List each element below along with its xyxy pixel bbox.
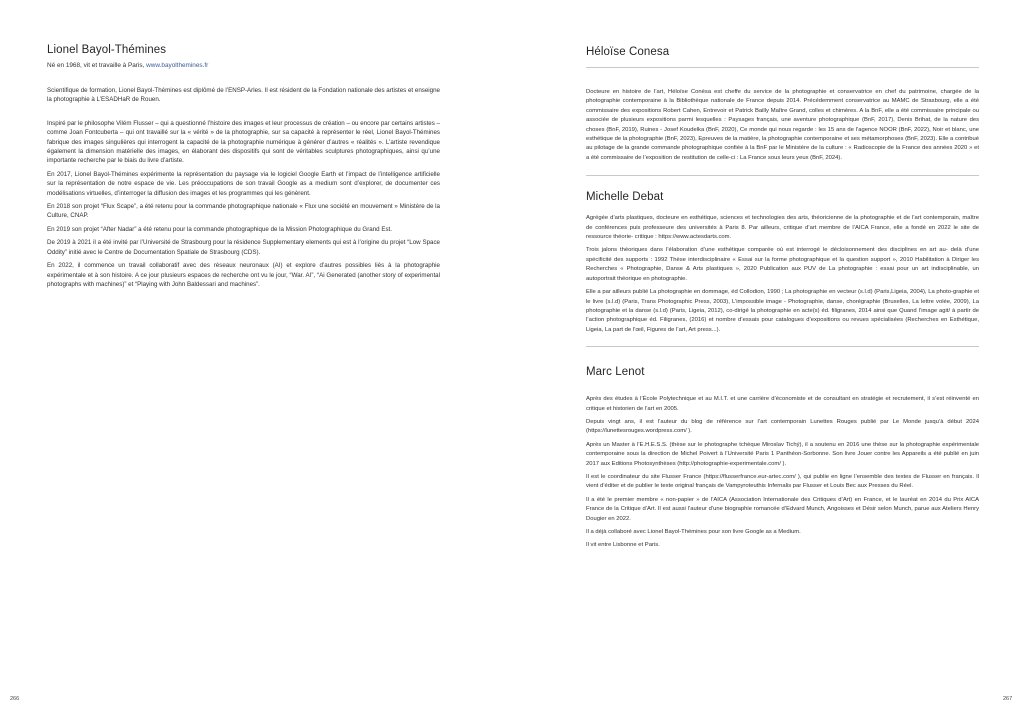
lenot-paragraph: Après des études à l’École Polytechnique et au M.I.T. et une carrière d’économiste et de consultant en stratégie et recrutement, il s’est réinventé en critique et historien de l’art en 2005.	[586, 396, 979, 412]
section-name-lenot: Marc Lenot	[586, 366, 645, 379]
bio-paragraph: En 2017, Lionel Bayol-Thémines expérimente la représentation du paysage via le logiciel Google Earth et l’impact de l’intelligence artificielle sur la représentation de notre espace de vie. Les préoccupations de son travail Google as a medium sont d’explorer, de documenter ces modélisations virtuelles, d’interroger la diffusion des images et les programmes qui les génèrent.	[47, 170, 440, 197]
debat-paragraph: Agrégée d’arts plastiques, docteure en esthétique, sciences et technologies des arts, théoricienne de la photographie et de l’art contemporain, maître de conférences puis professeure des universités à Paris 8. Par ailleurs, critique d’art membre de l’AICA France, elle a fondé en 2022 le site de ressource théorie- critique : https://www.actesdarts.com.	[586, 215, 979, 241]
bio-paragraph: En 2018 son projet “Flux Scape”, a été retenu pour la commande photographique nationale « Flux une société en mouvement » Ministère de la Culture, CNAP.	[47, 203, 440, 220]
bio-paragraph: De 2019 à 2021 il a été invité par l’Université de Strasbourg pour la résidence Supplementary elements qui est à l’origine du projet “Low Space Oddity” initié avec le Centre de Documentation Spatiale de Strasbourg (CDS).	[47, 239, 440, 256]
conesa-paragraph: Docteure en histoire de l’art, Héloïse Conésa est cheffe du service de la photographie et conservatrice en chef du patrimoine, chargée de la photographie contemporaine à la Bibliothèque nationale de France depuis 2014. Précédemment conservatrice au MAMC de Strasbourg, elle a été commissaire des expositions Robert Cahen, Entrevoir et Patrick Bailly Maître Grand, colles et chimères. A la BnF, elle a été commissaire principale ou associée de plusieurs expositions parmi lesquelles : Paysages français, une aventure photographique (BnF, 2017), Denis Brihat, de la nature des choses (BnF, 2019), Ruines - Josef Koudelka (BnF, 2020), Ce monde qui nous regarde : les 15 ans de l’agence NOOR (BnF, 2022), Noir et blanc, une esthétique de la photographie (BnF, 2023), Epreuves de la matière, la photographie contemporaine et ses métamorphoses (BnF, 2023). Elle a contribué au pilotage de la grande commande photographique confiée à la BnF par le Ministère de la culture : « Radioscopie de la France des années 2020 » et a été commissaire de l’exposition de restitution de celle-ci : La France sous leurs yeux (BnF, 2024).	[586, 89, 979, 161]
debat-paragraph: Trois jalons théoriques dans l’élaboration d’une esthétique comparée où est interrogé le décloisonnement des disciplines en art au- delà d’une spécificité des supports : 1992 Thèse interdisciplinaire « Essai sur la forme photographique et la question support », 2010 Habilitation à Diriger les Recherches « Photographie, Danse & Arts plastiques », 2020 Publication aux PUV de La photographie : essai pour un art indisciplinable, un autoportrait théorique en photographie.	[586, 247, 979, 282]
bio-paragraph: Scientifique de formation, Lionel Bayol-Thémines est diplômé de l’ENSP-Arles. Il est résident de la Fondation nationale des artistes et enseigne la photographie à L’ESADHaR de Rouen.	[47, 87, 440, 104]
artist-birth-line	[47, 62, 440, 69]
bio-paragraph: En 2022, il commence un travail collaboratif avec des réseaux neuronaux (AI) et explore d’autres possibles liés à la photographie expérimentale et à son histoire. A ce jour plusieurs espaces de recherche ont vu le jour, “War. AI”, “Ai Generated (another story of experimental photographs with machines)” et “Playing with John Baldessari and machines”.	[47, 262, 440, 288]
lenot-paragraph: Depuis vingt ans, il est l’auteur du blog de référence sur l’art contemporain Lunettes Rouges publié par Le Monde jusqu’à début 2024 (https://lunettesrouges.wordpress.com/ ).	[586, 418, 979, 435]
page-number-left: 266	[10, 696, 20, 702]
section-divider	[586, 346, 979, 347]
lenot-paragraph: Il a déjà collaboré avec Lionel Bayol-Thémines pour son livre Google as a Medium.	[586, 529, 801, 535]
section-divider	[586, 67, 979, 68]
bio-paragraph: Inspiré par le philosophe Vilém Flusser – qui a questionné l’histoire des images et leur processus de création – ou encore par certains artistes – comme Joan Fontcuberta – qui ont travaillé sur la « vérité » de la photographie, sur sa capacité à représenter le réel, Lionel Bayol-Thémines fabrique des images singulières qui interrogent la capacité de la photographie numérique à générer d’autres « réalités ». L’artiste revendique également la dimension matérielle des images, en élaborant des dispositifs qui sont de véritables sculptures photographiques, ainsi qu’une importante recherche par le biais du livre d’artiste.	[47, 119, 441, 165]
debat-paragraph: Elle a par ailleurs publié La photographie en dommage, éd Collodion, 1990 ; La photographie en vecteur (s.l.d) (Paris,Ligeia, 2004), La photo-graphie et le livre (s.l.d) (Paris, Trans Photographic Press, 2003), L’impossible image - Photographie, danse, chorégraphie (Bruxelles, La lettre volée, 2009), La photographie et la danse (s.l.d) (Paris, Ligeia, 2012), co-dirigé la photographie en acte(s) éd. filigranes, 2014 ainsi que Quand l’image agit/ à partir de l’action photographique éd. Filigranes, (2016) et nombre d’essais pour catalogues d’expositions ou revues spécialisées (Recherches en Esthétique, Ligeia, La part de l’œil, Figures de l’art, Art press...).	[586, 289, 979, 333]
lenot-paragraph: Il vit entre Lisbonne et Paris.	[586, 542, 660, 549]
page-number-right: 267	[1003, 696, 1013, 702]
lenot-paragraph: Il a été le premier membre « non-papier » de l’AICA (Association Internationale des Critiques d’Art) en France, et le lauréat en 2014 du Prix AICA France de la Critique d’Art. Il est aussi l’auteur d’une biographie romancée d’Edvard Munch, Angoisses et Désir selon Munch, parue aux Ateliers Henry Dougier en 2022.	[586, 496, 979, 522]
lenot-paragraph: Il est le coordinateur du site Flusser France (https://flusserfrance.eur-artec.com/ ), qui publie en ligne l’ensemble des textes de Flusser en français. Il vient d’éditer et de publier le texte original français de Vampyroteuthis Infernalis par Flusser et Louis Bec aux Presses du Réel.	[586, 473, 979, 490]
section-name-conesa: Héloïse Conesa	[586, 46, 670, 58]
contributors-bios	[586, 46, 979, 555]
section-name-debat: Michelle Debat	[586, 191, 664, 204]
artist-name: Lionel Bayol-Thémines	[47, 44, 167, 56]
bio-paragraph: En 2019 son projet “After Nadar” a été retenu pour la commande photographique de la Mission Photographique du Grand Est.	[47, 225, 392, 233]
birth-text: Né en 1968, vit et travaille à Paris,	[47, 62, 145, 69]
artist-website-link[interactable]: www.bayolthemines.fr	[146, 62, 209, 69]
right-page	[512, 0, 1024, 724]
section-divider	[586, 175, 979, 176]
lenot-paragraph: Après un Master à l’E.H.E.S.S. (thèse sur le photographe tchèque Miroslav Tichý), il a soutenu en 2016 une thèse sur la photographie expérimentale contemporaine sous la direction de Michel Poivert à l’Université Paris 1 Panthéon-Sorbonne. Son livre Jouer contre les Appareils a été publié en juin 2017 aux Editions Photosynthèses (http://photographie-experimentale.com/ ).	[586, 441, 979, 467]
artist-bio	[47, 44, 440, 293]
